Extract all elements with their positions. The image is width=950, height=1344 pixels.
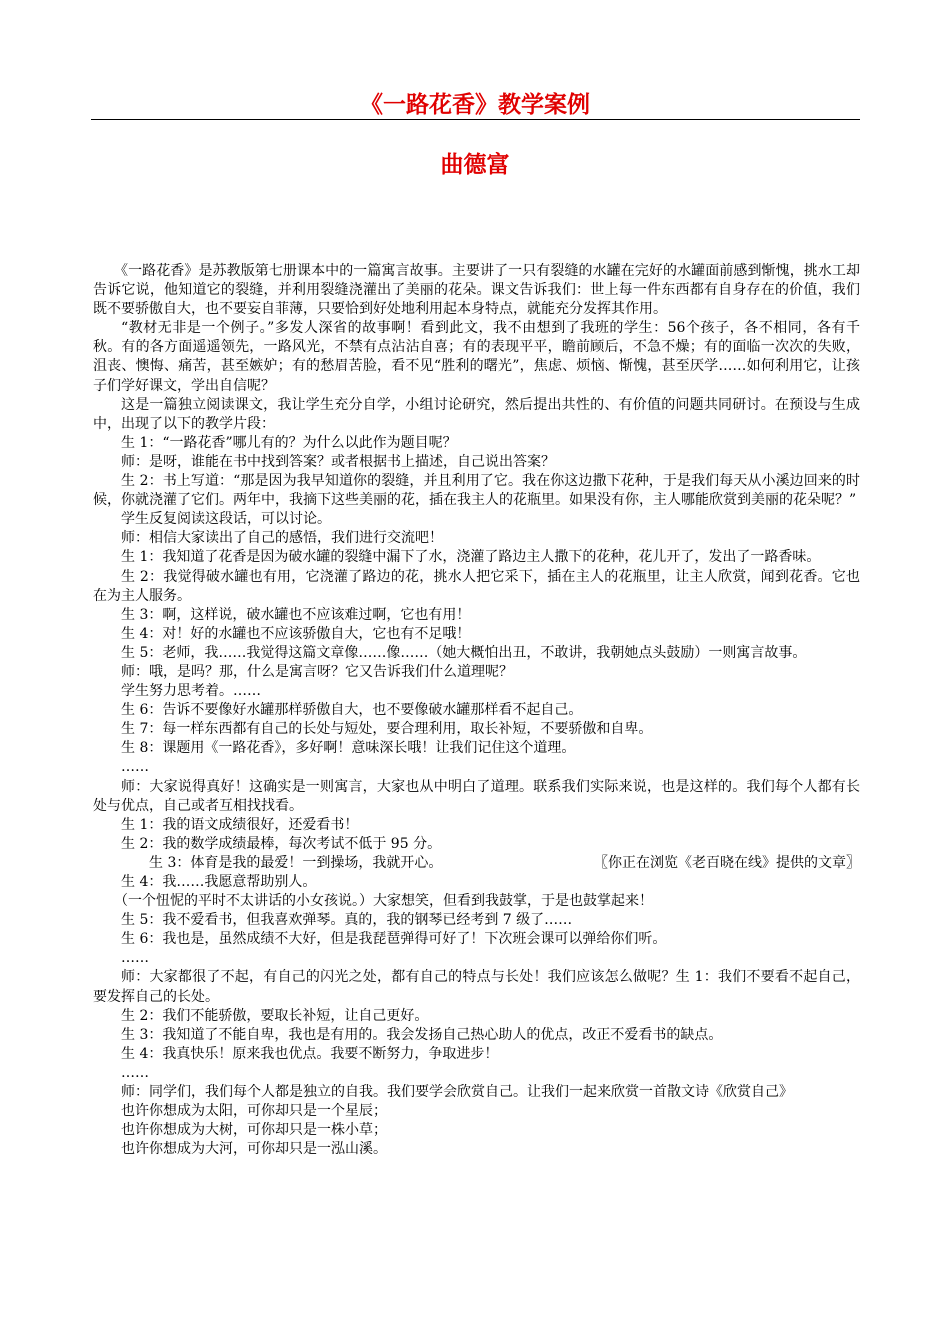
author-name: 曲德富	[440, 151, 510, 178]
paragraph: “教材无非是一个例子。”多发人深省的故事啊！看到此文，我不由想到了我班的学生：56个孩子，各不相同，各有千秋。有的各方面遥遥领先，一路风光，不禁有点沾沾自喜；有的表现平平，瞻前顾后，不急不燥；有的面临一次次的失败，沮丧、懊悔、痛苦，甚至嫉妒；有的愁眉苦脸，看不见“胜利的曙光”，焦虑、烦恼、惭愧，甚至厌学……如何利用它，让孩子们学好课文，学出自信呢？	[93, 320, 860, 394]
paragraph: 生 5：老师，我……我觉得这篇文章像……像……（她大概怕出丑，不敢讲，我朝她点头鼓励）一则寓言故事。	[121, 644, 807, 661]
paragraph: 师：相信大家读出了自己的感悟，我们进行交流吧！	[121, 530, 443, 547]
title-divider	[91, 119, 860, 120]
paragraph: 生 2：我们不能骄傲，要取长补短，让自己更好。	[121, 1007, 429, 1024]
paragraph: 生 7：每一样东西都有自己的长处与短处，要合理利用，取长补短，不要骄傲和自卑。	[121, 721, 653, 738]
paragraph: （一个忸怩的平时不太讲话的小女孩说。）大家想笑，但看到我鼓掌，于是也鼓掌起来！	[114, 893, 653, 910]
document-title: 《一路花香》教学案例	[360, 91, 590, 118]
paragraph: 生 6：我也是，虽然成绩不大好，但是我琵琶弹得可好了！下次班会课可以弹给你们听。	[121, 931, 667, 948]
paragraph: 生 2：书上写道：“那是因为我早知道你的裂缝，并且利用了它。我在你这边撒下花种，于是我们每天从小溪边回来的时候，你就浇灌了它们。两年中，我摘下这些美丽的花，插在我主人的花瓶里。如果没有你，主人哪能欣赏到美丽的花朵呢？”	[93, 473, 860, 509]
paragraph: 生 8：课题用《一路花香》，多好啊！意味深长哦！让我们记住这个道理。	[121, 740, 576, 757]
paragraph: 生 1：“一路花香”哪儿有的？为什么以此作为题目呢？	[121, 434, 457, 451]
paragraph: 师：大家都很了不起，有自己的闪光之处，都有自己的特点与长处！我们应该怎么做呢？生 1：我们不要看不起自己，要发挥自己的长处。	[93, 969, 860, 1005]
ellipsis-line: ……	[121, 1064, 149, 1081]
article-body	[93, 262, 860, 1159]
paragraph: 这是一篇独立阅读课文，我让学生充分自学，小组讨论研究，然后提出共性的、有价值的问题共同研讨。在预设与生成中，出现了以下的教学片段：	[93, 396, 860, 432]
poem-line: 也许你想成为大树，可你却只是一株小草；	[121, 1122, 387, 1139]
paragraph: 生 1：我的语文成绩很好，还爱看书！	[121, 816, 359, 833]
paragraph: 学生反复阅读这段话，可以讨论。	[121, 511, 331, 528]
paragraph: 《一路花香》是苏教版第七册课本中的一篇寓言故事。主要讲了一只有裂缝的水罐在完好的水罐面前感到惭愧，挑水工却告诉它说，他知道它的裂缝，并利用裂缝浇灌出了美丽的花朵。课文告诉我们：世上每一件东西都有自身存在的价值，我们既不要骄傲自大，也不要妄自菲薄，只要恰到好处地利用起本身特点，就能充分发挥其作用。	[93, 263, 860, 318]
source-note: 〖你正在浏览《老百晓在线》提供的文章〗	[594, 854, 860, 871]
paragraph: 师：大家说得真好！这确实是一则寓言，大家也从中明白了道理。联系我们实际来说，也是这样的。我们每个人都有长处与优点，自己或者互相找找看。	[93, 778, 860, 814]
ellipsis-line: ……	[121, 759, 149, 776]
paragraph: 生 3：啊，这样说，破水罐也不应该难过啊，它也有用！	[121, 606, 471, 623]
ellipsis-line: ……	[121, 950, 149, 967]
poem-line: 也许你想成为太阳，可你却只是一个星辰；	[121, 1103, 387, 1120]
paragraph: 生 2：我的数学成绩最棒，每次考试不低于 95 分。	[121, 835, 442, 852]
paragraph-with-source-note	[93, 854, 860, 873]
paragraph: 生 4：我……我愿意帮助别人。	[121, 874, 317, 890]
paragraph: 生 3：我知道了不能自卑，我也是有用的。我会发扬自己热心助人的优点，改正不爱看书的缺点。	[121, 1026, 723, 1043]
poem-line: 也许你想成为大河，可你却只是一泓山溪。	[121, 1141, 387, 1158]
paragraph: 生 6：告诉不要像好水罐那样骄傲自大，也不要像破水罐那样看不起自己。	[121, 702, 583, 719]
paragraph: 学生努力思考着。……	[121, 683, 261, 700]
paragraph: 师：哦，是吗？那，什么是寓言呀？它又告诉我们什么道理呢？	[121, 663, 513, 680]
paragraph: 生 5：我不爱看书，但我喜欢弹琴。真的，我的钢琴已经考到 7 级了……	[121, 912, 573, 929]
paragraph: 生 2：我觉得破水罐也有用，它浇灌了路边的花，挑水人把它采下，插在主人的花瓶里，让主人欣赏，闻到花香。它也在为主人服务。	[93, 568, 860, 604]
paragraph: 生 1：我知道了花香是因为破水罐的裂缝中漏下了水，浇灌了路边主人撒下的花种，花儿开了，发出了一路香味。	[121, 549, 821, 566]
paragraph-text: 生 3：体育是我的最爱！一到操场，我就开心。	[149, 854, 443, 871]
paragraph: 师：是呀，谁能在书中找到答案？或者根据书上描述，自己说出答案？	[121, 453, 555, 470]
paragraph: 师：同学们，我们每个人都是独立的自我。我们要学会欣赏自己。让我们一起来欣赏一首散文诗《欣赏自己》	[121, 1084, 793, 1101]
paragraph: 生 4：我真快乐！原来我也优点。我要不断努力，争取进步！	[121, 1045, 499, 1062]
paragraph: 生 4：对！好的水罐也不应该骄傲自大，它也有不足哦！	[121, 625, 471, 642]
